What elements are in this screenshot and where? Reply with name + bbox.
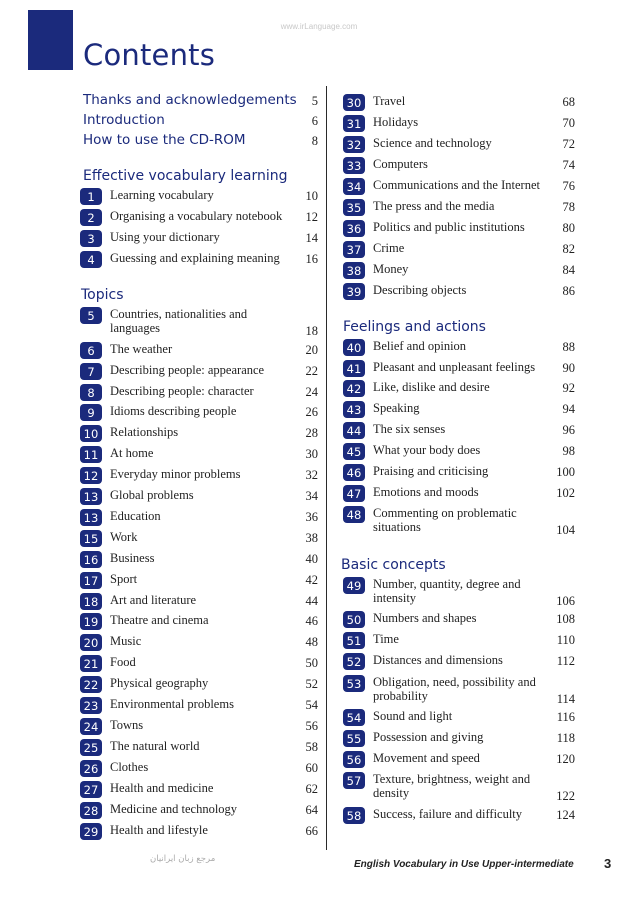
unit-title: Emotions and moods bbox=[373, 485, 479, 499]
unit-page-number: 104 bbox=[556, 523, 575, 537]
unit-page-number: 42 bbox=[305, 573, 318, 587]
unit-title: Science and technology bbox=[373, 136, 492, 150]
unit-title: Travel bbox=[373, 94, 406, 108]
unit-number-badge: 37 bbox=[343, 241, 365, 258]
unit-page-number: 96 bbox=[562, 423, 575, 437]
unit-title: Possession and giving bbox=[373, 730, 484, 744]
unit-number-badge: 29 bbox=[80, 823, 102, 840]
unit-page-number: 28 bbox=[305, 426, 318, 440]
unit-number-badge: 25 bbox=[80, 739, 102, 756]
unit-page-number: 122 bbox=[556, 789, 575, 803]
unit-title: At home bbox=[110, 446, 154, 460]
unit-page-number: 80 bbox=[562, 221, 575, 235]
unit-number-badge: 56 bbox=[343, 751, 365, 768]
unit-number-badge: 13 bbox=[80, 509, 102, 526]
unit-title: Idioms describing people bbox=[110, 404, 237, 418]
unit-number-badge: 51 bbox=[343, 632, 365, 649]
unit-title: Art and literature bbox=[110, 593, 197, 607]
unit-page-number: 88 bbox=[562, 340, 575, 354]
unit-page-number: 64 bbox=[305, 803, 318, 817]
unit-number-badge: 46 bbox=[343, 464, 365, 481]
unit-title: Obligation, need, possibility and probability bbox=[373, 675, 536, 703]
unit-title: Movement and speed bbox=[373, 751, 480, 765]
unit-page-number: 100 bbox=[556, 465, 575, 479]
footer-book-title: English Vocabulary in Use Upper-intermediate bbox=[354, 859, 574, 870]
unit-number-badge: 12 bbox=[80, 467, 102, 484]
unit-page-number: 74 bbox=[562, 158, 575, 172]
section-heading-topics: Topics bbox=[81, 287, 124, 303]
unit-number-badge: 54 bbox=[343, 709, 365, 726]
unit-page-number: 32 bbox=[305, 468, 318, 482]
unit-page-number: 40 bbox=[305, 552, 318, 566]
unit-page-number: 22 bbox=[305, 364, 318, 378]
unit-page-number: 76 bbox=[562, 179, 575, 193]
unit-number-badge: 36 bbox=[343, 220, 365, 237]
unit-number-badge: 5 bbox=[80, 307, 102, 324]
unit-number-badge: 21 bbox=[80, 655, 102, 672]
unit-title: Praising and criticising bbox=[373, 464, 489, 478]
unit-page-number: 30 bbox=[305, 447, 318, 461]
unit-page-number: 44 bbox=[305, 594, 318, 608]
unit-title: Describing people: character bbox=[110, 384, 254, 398]
unit-number-badge: 7 bbox=[80, 363, 102, 380]
unit-page-number: 56 bbox=[305, 719, 318, 733]
unit-number-badge: 44 bbox=[343, 422, 365, 439]
unit-title: Sport bbox=[110, 572, 138, 586]
unit-page-number: 94 bbox=[562, 402, 575, 416]
unit-title: Countries, nationalities and languages bbox=[110, 307, 248, 335]
section-heading-effective: Effective vocabulary learning bbox=[83, 168, 288, 184]
unit-number-badge: 53 bbox=[343, 675, 365, 692]
unit-number-badge: 24 bbox=[80, 718, 102, 735]
unit-title: Education bbox=[110, 509, 161, 523]
unit-title: Learning vocabulary bbox=[110, 188, 214, 202]
unit-page-number: 116 bbox=[556, 710, 575, 724]
unit-number-badge: 23 bbox=[80, 697, 102, 714]
unit-page-number: 50 bbox=[305, 656, 318, 670]
unit-number-badge: 42 bbox=[343, 380, 365, 397]
unit-page-number: 46 bbox=[305, 614, 318, 628]
unit-title: The six senses bbox=[373, 422, 446, 436]
page-title: Contents bbox=[83, 38, 216, 72]
unit-title: Number, quantity, degree and intensity bbox=[373, 577, 521, 605]
unit-page-number: 20 bbox=[305, 343, 318, 357]
unit-title: Describing people: appearance bbox=[110, 363, 265, 377]
footer-page-number: 3 bbox=[604, 856, 612, 871]
unit-number-badge: 20 bbox=[80, 634, 102, 651]
unit-title: Work bbox=[110, 530, 138, 544]
unit-title: The press and the media bbox=[373, 199, 495, 213]
unit-number-badge: 45 bbox=[343, 443, 365, 460]
unit-number-badge: 18 bbox=[80, 593, 102, 610]
unit-title: Environmental problems bbox=[110, 697, 234, 711]
unit-title: The weather bbox=[110, 342, 173, 356]
unit-number-badge: 22 bbox=[80, 676, 102, 693]
unit-page-number: 114 bbox=[556, 692, 575, 706]
unit-number-badge: 55 bbox=[343, 730, 365, 747]
unit-page-number: 78 bbox=[562, 200, 575, 214]
unit-page-number: 90 bbox=[562, 361, 575, 375]
unit-title: Organising a vocabulary notebook bbox=[110, 209, 283, 223]
unit-title: Crime bbox=[373, 241, 405, 255]
unit-page-number: 12 bbox=[305, 210, 318, 224]
unit-number-badge: 38 bbox=[343, 262, 365, 279]
unit-title: Politics and public institutions bbox=[373, 220, 525, 234]
unit-number-badge: 40 bbox=[343, 339, 365, 356]
unit-page-number: 66 bbox=[305, 824, 318, 838]
unit-page-number: 112 bbox=[556, 654, 575, 668]
unit-page-number: 92 bbox=[562, 381, 575, 395]
unit-number-badge: 16 bbox=[80, 551, 102, 568]
unit-page-number: 110 bbox=[556, 633, 575, 647]
unit-number-badge: 49 bbox=[343, 577, 365, 594]
unit-number-badge: 31 bbox=[343, 115, 365, 132]
unit-number-badge: 41 bbox=[343, 360, 365, 377]
unit-number-badge: 2 bbox=[80, 209, 102, 226]
unit-title: Everyday minor problems bbox=[110, 467, 241, 481]
section-heading-basic: Basic concepts bbox=[341, 557, 446, 573]
unit-page-number: 34 bbox=[305, 489, 318, 503]
unit-title: Commenting on problematic situations bbox=[373, 506, 517, 534]
unit-title: Communications and the Internet bbox=[373, 178, 540, 192]
unit-number-badge: 17 bbox=[80, 572, 102, 589]
unit-number-badge: 30 bbox=[343, 94, 365, 111]
unit-title: Computers bbox=[373, 157, 428, 171]
unit-number-badge: 28 bbox=[80, 802, 102, 819]
unit-title: The natural world bbox=[110, 739, 200, 753]
unit-number-badge: 34 bbox=[343, 178, 365, 195]
unit-number-badge: 6 bbox=[80, 342, 102, 359]
unit-page-number: 48 bbox=[305, 635, 318, 649]
unit-number-badge: 3 bbox=[80, 230, 102, 247]
unit-number-badge: 11 bbox=[80, 446, 102, 463]
unit-title: Health and medicine bbox=[110, 781, 214, 795]
section-heading-feelings: Feelings and actions bbox=[343, 319, 486, 335]
unit-title: Time bbox=[373, 632, 399, 646]
unit-title: Relationships bbox=[110, 425, 179, 439]
front-item-page: 8 bbox=[311, 134, 318, 148]
unit-page-number: 124 bbox=[556, 808, 575, 822]
unit-title: Speaking bbox=[373, 401, 420, 415]
unit-page-number: 68 bbox=[562, 95, 575, 109]
unit-title: Pleasant and unpleasant feelings bbox=[373, 360, 536, 374]
watermark: www.irLanguage.com bbox=[280, 22, 358, 31]
unit-page-number: 84 bbox=[562, 263, 575, 277]
unit-page-number: 36 bbox=[305, 510, 318, 524]
unit-page-number: 82 bbox=[562, 242, 575, 256]
unit-page-number: 70 bbox=[562, 116, 575, 130]
unit-number-badge: 8 bbox=[80, 384, 102, 401]
unit-number-badge: 1 bbox=[80, 188, 102, 205]
unit-page-number: 16 bbox=[305, 252, 318, 266]
front-item-cd-rom[interactable]: How to use the CD-ROM bbox=[83, 132, 246, 148]
unit-title: Distances and dimensions bbox=[373, 653, 503, 667]
unit-number-badge: 39 bbox=[343, 283, 365, 300]
unit-page-number: 72 bbox=[562, 137, 575, 151]
unit-title: Using your dictionary bbox=[110, 230, 220, 244]
unit-page-number: 54 bbox=[305, 698, 318, 712]
unit-title: Business bbox=[110, 551, 155, 565]
unit-page-number: 18 bbox=[305, 324, 318, 338]
unit-title: What your body does bbox=[373, 443, 481, 457]
unit-number-badge: 52 bbox=[343, 653, 365, 670]
unit-title: Guessing and explaining meaning bbox=[110, 251, 280, 265]
unit-number-badge: 43 bbox=[343, 401, 365, 418]
unit-page-number: 98 bbox=[562, 444, 575, 458]
unit-title: Global problems bbox=[110, 488, 194, 502]
unit-title: Texture, brightness, weight and density bbox=[373, 772, 531, 800]
unit-page-number: 86 bbox=[562, 284, 575, 298]
unit-title: Food bbox=[110, 655, 136, 669]
unit-number-badge: 4 bbox=[80, 251, 102, 268]
corner-block bbox=[28, 10, 73, 70]
unit-page-number: 120 bbox=[556, 752, 575, 766]
unit-page-number: 62 bbox=[305, 782, 318, 796]
unit-number-badge: 48 bbox=[343, 506, 365, 523]
unit-page-number: 52 bbox=[305, 677, 318, 691]
unit-title: Success, failure and difficulty bbox=[373, 807, 523, 821]
unit-number-badge: 33 bbox=[343, 157, 365, 174]
unit-title: Towns bbox=[110, 718, 144, 732]
unit-title: Physical geography bbox=[110, 676, 209, 690]
unit-number-badge: 13 bbox=[80, 488, 102, 505]
unit-number-badge: 10 bbox=[80, 425, 102, 442]
unit-title: Like, dislike and desire bbox=[373, 380, 490, 394]
unit-page-number: 14 bbox=[305, 231, 318, 245]
unit-number-badge: 15 bbox=[80, 530, 102, 547]
unit-title: Medicine and technology bbox=[110, 802, 238, 816]
unit-page-number: 108 bbox=[556, 612, 575, 626]
unit-title: Health and lifestyle bbox=[110, 823, 208, 837]
front-item-page: 5 bbox=[311, 94, 318, 108]
unit-title: Theatre and cinema bbox=[110, 613, 209, 627]
unit-number-badge: 27 bbox=[80, 781, 102, 798]
unit-number-badge: 19 bbox=[80, 613, 102, 630]
unit-number-badge: 50 bbox=[343, 611, 365, 628]
unit-number-badge: 9 bbox=[80, 404, 102, 421]
unit-number-badge: 26 bbox=[80, 760, 102, 777]
front-item-introduction[interactable]: Introduction bbox=[83, 112, 165, 128]
unit-number-badge: 35 bbox=[343, 199, 365, 216]
unit-page-number: 26 bbox=[305, 405, 318, 419]
unit-page-number: 38 bbox=[305, 531, 318, 545]
unit-title: Sound and light bbox=[373, 709, 453, 723]
unit-page-number: 106 bbox=[556, 594, 575, 608]
unit-title: Holidays bbox=[373, 115, 419, 129]
unit-page-number: 118 bbox=[556, 731, 575, 745]
unit-title: Describing objects bbox=[373, 283, 467, 297]
unit-title: Money bbox=[373, 262, 409, 276]
column-divider bbox=[326, 86, 327, 850]
unit-number-badge: 47 bbox=[343, 485, 365, 502]
unit-title: Music bbox=[110, 634, 142, 648]
unit-page-number: 24 bbox=[305, 385, 318, 399]
unit-number-badge: 58 bbox=[343, 807, 365, 824]
unit-title: Numbers and shapes bbox=[373, 611, 477, 625]
unit-title: Belief and opinion bbox=[373, 339, 467, 353]
unit-page-number: 10 bbox=[305, 189, 318, 203]
unit-page-number: 102 bbox=[556, 486, 575, 500]
front-item-thanks[interactable]: Thanks and acknowledgements bbox=[83, 92, 297, 108]
unit-number-badge: 57 bbox=[343, 772, 365, 789]
unit-number-badge: 32 bbox=[343, 136, 365, 153]
unit-page-number: 60 bbox=[305, 761, 318, 775]
footer-left-text: مرجع زبان ایرانیان bbox=[150, 854, 216, 864]
unit-title: Clothes bbox=[110, 760, 149, 774]
front-item-page: 6 bbox=[311, 114, 318, 128]
unit-page-number: 58 bbox=[305, 740, 318, 754]
